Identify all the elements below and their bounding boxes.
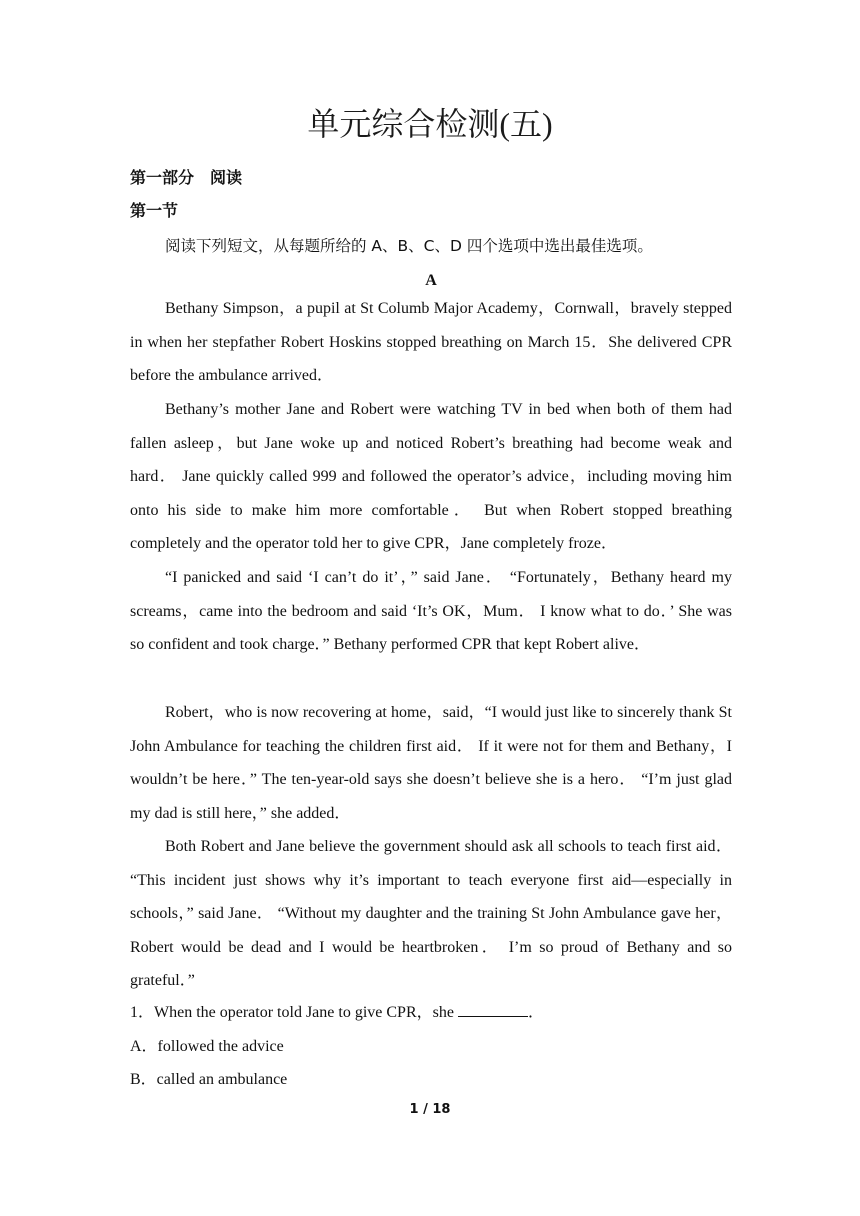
option-a: A．followed the advice [130,1038,284,1055]
paragraph-5: Both Robert and Jane believe the government should ask all schools to teach first aid． “This incident just shows why it’s important to teach everyone first aid—especially in schools，” said Jane． “Without my daughter and the training St John Ambulance gave her，Robert would be dead and I would be heartbroken． I’m so proud of Bethany and so grateful．” [130,838,732,990]
passage-label: A [425,272,437,289]
paragraph-3: “I panicked and said ‘I can’t do it’，” said Jane． “Fortunately，Bethany heard my screams，came into the bedroom and said ‘It’s OK，Mum． I know what to do．’ She was so confident and took charge．” Bethany performed CPR that kept Robert alive． [130,569,732,654]
paragraph-2: Bethany’s mother Jane and Robert were watching TV in bed when both of them had fallen asleep，but Jane woke up and noticed Robert’s breathing had become weak and hard． Jane quickly called 999 and followed the operator’s advice，including moving him onto his side to make him more comfortable． But when Robert stopped breathing completely and the operator told her to give CPR，Jane completely froze． [130,401,733,553]
question-stem: 1．When the operator told Jane to give CPR，she [130,1004,458,1021]
instruction-text: 阅读下列短文，从每题所给的 A、B、C、D 四个选项中选出最佳选项。 [165,237,653,255]
paragraph-4: Robert，who is now recovering at home，said，“I would just like to sincerely thank St John Ambulance for teaching the children first aid． If it were not for them and Bethany，I wouldn’t be here．” The ten-year-old says she doesn’t believe she is a hero． “I’m just glad my dad is still here，” she added． [130,704,732,822]
paragraph-1: Bethany Simpson，a pupil at St Columb Major Academy，Cornwall，bravely stepped in when her stepfather Robert Hoskins stopped breathing on March 15．She delivered CPR before the ambulance arrived． [130,300,732,385]
document-title: 单元综合检测(五) [307,106,553,142]
question-1 [130,1002,544,1024]
section-heading: 第一节 [130,201,179,220]
answer-blank [458,1002,528,1017]
option-b: B．called an ambulance [130,1071,288,1088]
question-stem-end: ． [527,1004,544,1021]
page-number: 1 / 18 [409,1102,451,1117]
part-heading: 第一部分 阅读 [130,168,243,187]
